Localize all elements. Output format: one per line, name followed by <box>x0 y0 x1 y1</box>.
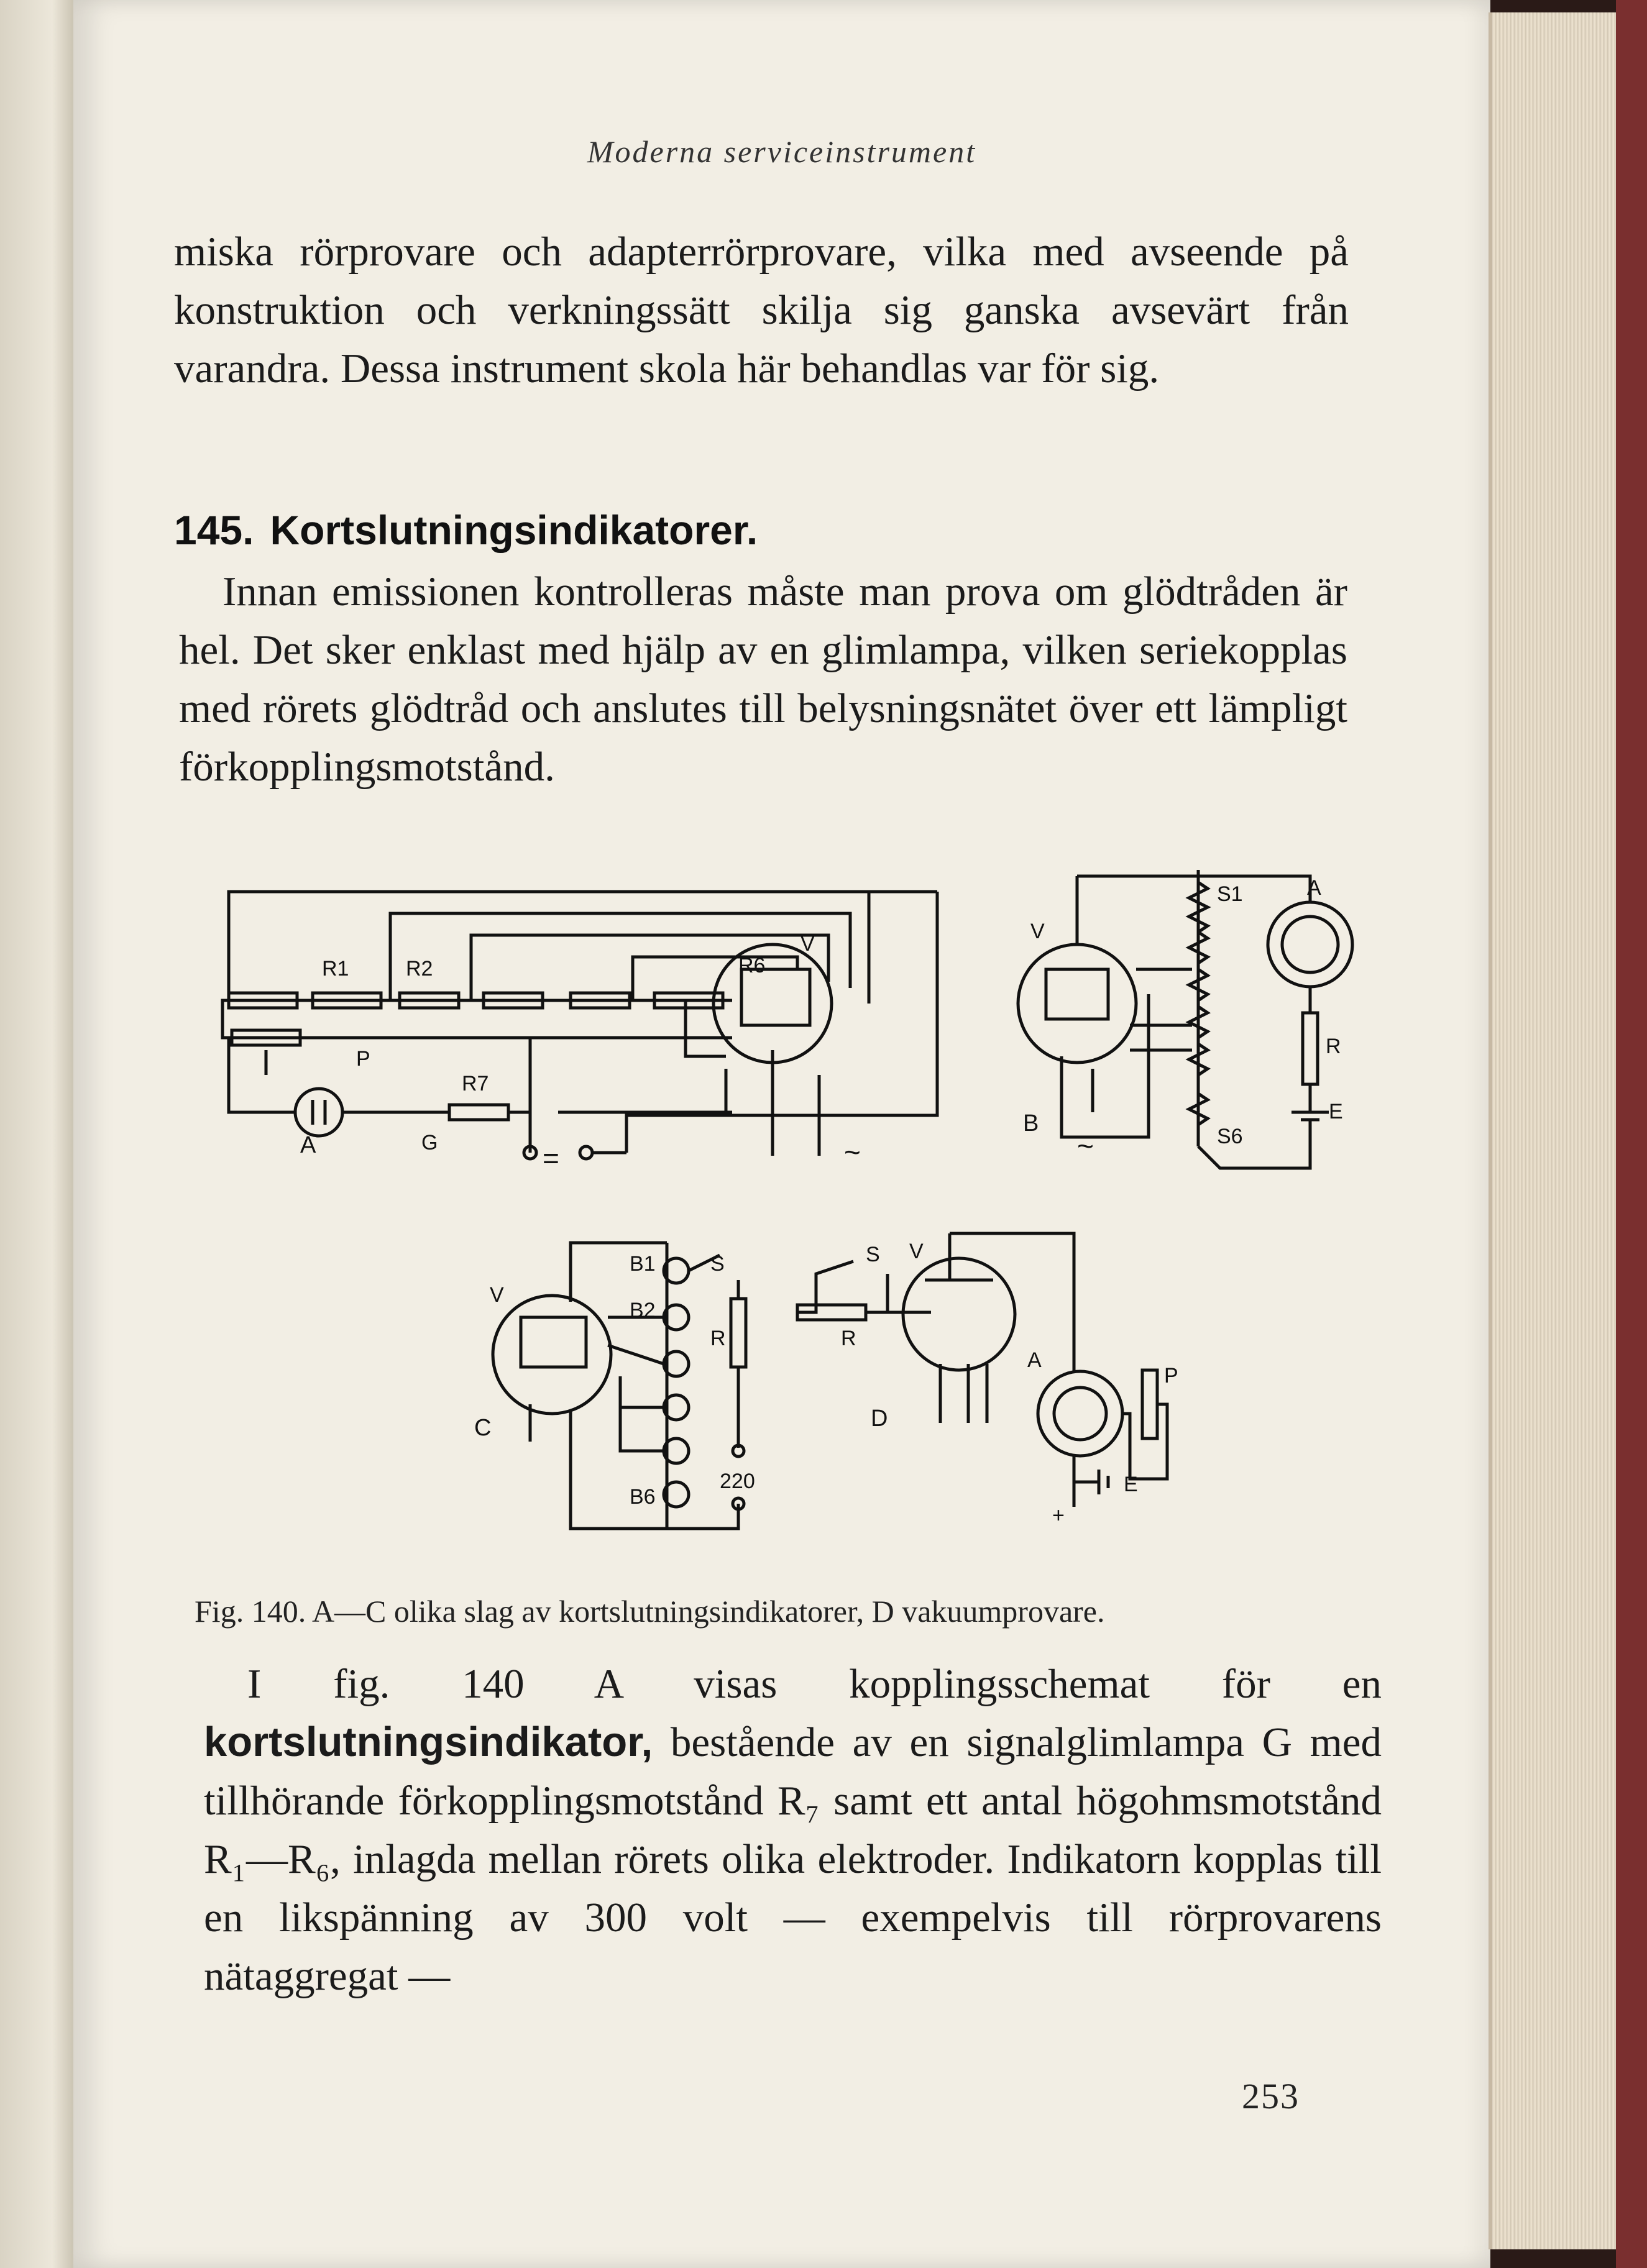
glow-lamp-g <box>295 1089 342 1136</box>
potentiometer-p-d <box>1142 1370 1157 1438</box>
label-s-d: S <box>866 1243 880 1266</box>
label-d: D <box>871 1406 888 1432</box>
label-a: A <box>300 1132 316 1158</box>
label-ac-b: ~ <box>1077 1130 1094 1162</box>
label-meter-b: A <box>1307 876 1321 900</box>
running-head: Moderna serviceinstrument <box>587 134 977 169</box>
label-s6: S6 <box>1217 1125 1243 1148</box>
label-v-b: V <box>1030 920 1045 943</box>
label-r-d: R <box>841 1327 856 1350</box>
label-plus: + <box>1052 1504 1065 1527</box>
section-number: 145. <box>174 507 254 553</box>
label-220: 220 <box>720 1470 755 1493</box>
label-b6: B6 <box>630 1485 656 1509</box>
diagram-a <box>223 892 937 1159</box>
resistor-r-c <box>731 1299 746 1367</box>
label-r7: R7 <box>462 1072 489 1095</box>
label-g: G <box>421 1131 438 1155</box>
paragraph-3-post: bestående av en signalglimlampa G med tillhörande förkopplingsmotstånd R₇ samt ett antal högohmsmotstånd R₁—R₆, inlagda mellan rörets olika elektroder. Indikatorn kopplas till en likspänning av 300 volt — exempelvis till rörprovarens nätaggregat — <box>204 1719 1382 1999</box>
label-v-c: V <box>490 1283 504 1307</box>
label-r-c: R <box>710 1327 726 1350</box>
meter-a-b <box>1268 902 1352 987</box>
tube-v-a <box>713 944 832 1063</box>
label-r1: R1 <box>322 957 349 981</box>
label-r2: R2 <box>406 957 433 981</box>
paragraph-3 <box>204 1655 1382 2005</box>
label-b1: B1 <box>630 1252 656 1276</box>
label-c: C <box>474 1415 492 1441</box>
page-number: 253 <box>1242 2076 1300 2116</box>
book-page <box>73 0 1490 2268</box>
tube-v-c <box>493 1296 611 1414</box>
label-b: B <box>1023 1110 1039 1136</box>
label-e-b: E <box>1329 1100 1343 1123</box>
diagram-b <box>1018 870 1352 1168</box>
label-e-d: E <box>1124 1473 1138 1496</box>
book-cover <box>1616 0 1647 2268</box>
diagram-d <box>797 1233 1167 1507</box>
tube-v-b <box>1018 944 1136 1063</box>
label-s-c: S <box>710 1252 725 1276</box>
label-meter-d: A <box>1027 1348 1042 1372</box>
facing-page-edge <box>0 0 75 2268</box>
label-v-a: V <box>801 932 815 956</box>
label-b2: B2 <box>630 1299 656 1322</box>
resistor-r-b <box>1303 1013 1318 1084</box>
section-title: Kortslutningsindikatorer. <box>270 507 758 553</box>
label-ac-a: ~ <box>844 1136 861 1168</box>
term-kortslutningsindikator: kortslutningsindikator, <box>204 1719 653 1765</box>
paragraph-1: miska rörprovare och adapterrörprovare, vilka med avseende på konstruktion och verkningssätt skilja sig ganska avsevärt från varandra. Dessa instrument skola här behandlas var för sig. <box>174 229 1349 391</box>
resistor-r7 <box>449 1105 508 1120</box>
label-p-d: P <box>1164 1364 1178 1388</box>
diagram-c <box>493 1243 746 1529</box>
label-s1: S1 <box>1217 882 1243 906</box>
tube-v-d <box>903 1258 1015 1370</box>
meter-a-d <box>1038 1371 1122 1456</box>
label-r6: R6 <box>738 954 766 977</box>
label-v-d: V <box>909 1240 924 1263</box>
label-r-b: R <box>1326 1035 1341 1058</box>
label-p: P <box>356 1047 370 1071</box>
figure-caption: Fig. 140. A—C olika slag av kortslutningsindikatorer, D vakuumprovare. <box>195 1594 1105 1629</box>
paragraph-2: Innan emissionen kontrolleras måste man prova om glödtråden är hel. Det sker enklast med hjälp av en glimlampa, vilken seriekopplas med rörets glödtråd och anslutes till belysningsnätet över ett lämpligt förkopplingsmotstånd. <box>179 569 1347 790</box>
paragraph-3-pre: I fig. 140 A visas kopplingsschemat för en <box>247 1661 1382 1707</box>
label-dc: = <box>543 1142 559 1174</box>
